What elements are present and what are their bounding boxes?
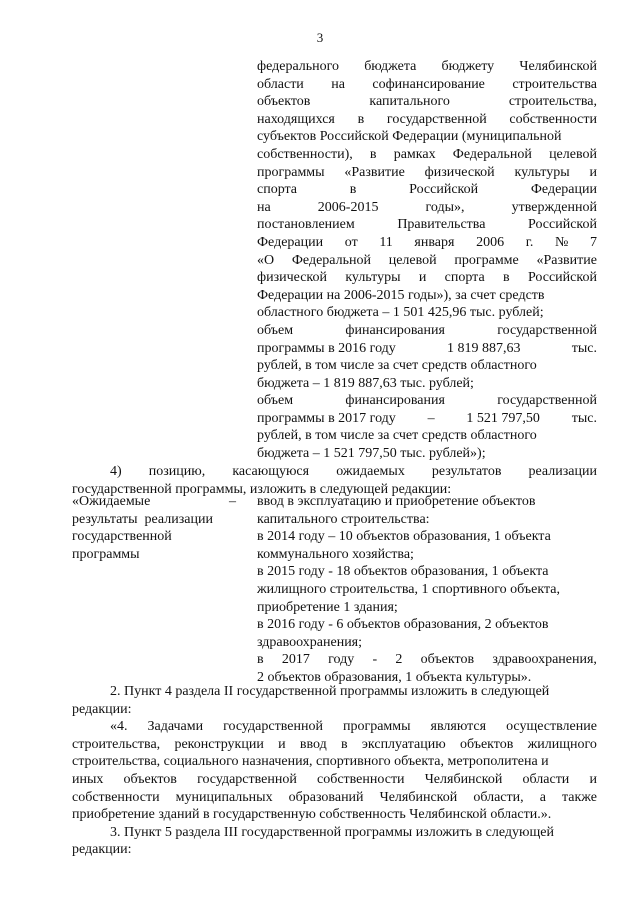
text-line — [257, 357, 597, 375]
text-line — [257, 146, 597, 164]
text-segment: году — [328, 652, 355, 668]
text-line — [72, 771, 597, 789]
text-line — [72, 753, 597, 771]
text-line — [257, 304, 597, 322]
text-line — [72, 718, 597, 736]
text-segment: 3. Пункт 5 раздела III государственной программы изложить в следующей — [110, 824, 554, 840]
section-paragraphs — [72, 683, 597, 859]
text-line — [257, 340, 597, 358]
text-segment: 1 819 887,63 — [447, 340, 521, 356]
text-segment: реализации — [528, 464, 597, 479]
text-line — [72, 683, 597, 701]
text-segment: строительства, — [508, 94, 597, 110]
text-segment: здравоохранения, — [492, 652, 597, 668]
text-segment: «Развитие — [344, 164, 405, 180]
text-segment: Федерации — [257, 234, 324, 250]
results-table-content — [257, 493, 597, 687]
text-segment: жилищного — [527, 736, 597, 752]
text-segment: бюджету — [441, 59, 495, 74]
text-segment: строительства — [512, 76, 597, 92]
text-segment: в — [357, 111, 365, 127]
text-segment: в 2015 году - 18 объектов образования, 1 объекта — [257, 564, 549, 580]
text-segment: эксплуатацию — [361, 736, 446, 752]
text-segment: иных — [72, 771, 104, 787]
text-line — [257, 375, 597, 393]
text-line — [257, 392, 597, 410]
text-segment: бюджета – 1 819 887,63 тыс. рублей; — [257, 375, 474, 391]
text-segment: № — [554, 234, 569, 250]
text-line — [257, 616, 597, 634]
text-segment: Федеральной — [452, 146, 532, 162]
text-segment: рублей, в том числе за счет средств областного — [257, 428, 537, 444]
text-segment: ожидаемых — [336, 464, 405, 479]
text-segment: - — [372, 652, 378, 668]
text-segment: в — [503, 270, 510, 286]
text-segment: строительства, — [72, 736, 161, 752]
text-segment: собственности), — [257, 146, 353, 162]
text-segment: объем — [257, 393, 294, 409]
text-segment: и — [278, 736, 286, 752]
text-segment: государственной — [386, 111, 487, 127]
text-segment: государственной — [72, 529, 172, 545]
text-segment: 4) — [110, 464, 122, 479]
text-segment: 1 521 797,50 — [466, 410, 540, 426]
text-line — [72, 463, 597, 481]
text-segment: жилищного строительства, 1 спортивного объекта, — [257, 581, 560, 597]
text-segment: Челябинской — [519, 59, 597, 74]
text-segment: финансирования — [345, 322, 445, 338]
text-segment: Задачами — [147, 719, 204, 735]
text-segment: ввод — [299, 736, 327, 752]
text-segment: находящихся — [257, 111, 335, 127]
text-segment: постановлением — [257, 217, 355, 233]
text-segment: и — [589, 771, 597, 787]
text-segment: редакции: — [72, 701, 132, 717]
text-segment: 11 — [379, 234, 393, 250]
text-segment: рублей, в том числе за счет средств областного — [257, 358, 537, 374]
text-segment: приобретение 1 здания; — [257, 599, 398, 615]
text-segment: 2 объектов образования, 1 объекта культуры». — [257, 669, 532, 685]
text-segment: образований — [288, 789, 364, 805]
text-segment: а — [539, 789, 546, 805]
text-line — [257, 199, 597, 217]
text-segment: Российской — [527, 270, 597, 286]
text-segment: касающуюся — [232, 464, 310, 479]
text-segment: собственности — [72, 789, 160, 805]
text-segment: приобретение зданий в государственную собственность Челябинской области.». — [72, 807, 552, 823]
text-segment: областного бюджета – 1 501 425,96 тыс. рублей; — [257, 305, 544, 321]
text-segment: в 2016 году - 6 объектов образования, 2 объектов — [257, 617, 549, 633]
text-segment: на — [331, 76, 345, 92]
text-segment: коммунального хозяйства; — [257, 546, 414, 562]
text-line — [257, 322, 597, 340]
text-segment: собственности — [316, 771, 405, 787]
text-segment: спорта — [444, 270, 485, 286]
text-segment: Челябинской — [379, 789, 458, 805]
text-segment: государственной программы, изложить в следующей редакции: — [72, 481, 452, 497]
table-dash: – — [229, 494, 236, 509]
text-segment: бюджета – 1 521 797,50 тыс. рублей»); — [257, 446, 486, 462]
text-segment: государственной — [223, 719, 323, 735]
text-segment: Российской — [528, 217, 597, 233]
text-segment: в — [369, 146, 377, 162]
text-segment: области — [522, 771, 570, 787]
text-segment: федерального — [257, 59, 340, 74]
text-segment: программы в 2017 году — [257, 410, 396, 426]
text-segment: программы — [342, 719, 411, 735]
text-segment: 2017 — [281, 652, 310, 668]
text-segment: от — [344, 234, 358, 250]
text-segment: субъектов Российской Федерации (муниципальной — [257, 129, 562, 145]
text-segment: программы в 2016 году — [257, 340, 396, 356]
text-line — [257, 181, 597, 199]
text-segment: государственной — [197, 771, 297, 787]
text-segment: области, — [473, 789, 524, 805]
text-line — [257, 269, 597, 287]
text-segment: «Ожидаемые — [72, 494, 151, 509]
text-segment: объектов — [257, 94, 311, 110]
text-segment: целевой — [549, 146, 597, 162]
text-line — [257, 58, 597, 76]
text-segment: Челябинской — [424, 771, 503, 787]
text-segment: годы», — [425, 199, 465, 215]
text-segment: 2. Пункт 4 раздела II государственной программы изложить в следующей — [110, 684, 550, 699]
text-line — [257, 111, 597, 129]
text-segment: «4. — [110, 719, 128, 735]
text-line — [72, 789, 597, 807]
text-segment: финансирования — [345, 393, 445, 409]
text-segment: объектов — [420, 652, 475, 668]
text-line — [257, 128, 597, 146]
text-segment: г. — [525, 234, 534, 250]
page-number: 3 — [316, 30, 324, 45]
text-line — [257, 563, 597, 581]
text-segment: Российской — [409, 182, 479, 198]
text-line — [257, 164, 597, 182]
text-segment: бюджета — [364, 59, 417, 74]
text-line — [72, 806, 597, 824]
text-line — [257, 234, 597, 252]
text-segment: осуществление — [506, 719, 597, 735]
text-line — [257, 581, 597, 599]
text-segment: капитального — [369, 94, 450, 110]
text-segment: физической — [424, 164, 495, 180]
text-segment: целевой — [388, 252, 437, 268]
text-line — [257, 93, 597, 111]
text-segment: культуры — [345, 270, 401, 286]
text-segment: – — [427, 410, 435, 426]
text-segment: «О — [257, 252, 275, 268]
text-segment: являются — [430, 719, 487, 735]
text-segment: физической — [257, 270, 327, 286]
text-segment: 2006-2015 — [317, 199, 379, 215]
text-segment: капитального строительства: — [257, 511, 430, 527]
text-segment: объектов — [459, 736, 514, 752]
text-segment: программе — [454, 252, 519, 268]
text-segment: Федерации на 2006-2015 годы»), за счет средств — [257, 287, 545, 303]
text-segment: реконструкции — [174, 736, 264, 752]
text-segment: результатов — [431, 464, 502, 479]
text-segment: собственности — [509, 111, 597, 127]
text-line — [257, 651, 597, 669]
text-segment: 2006 — [476, 234, 505, 250]
text-segment: в 2014 году – 10 объектов образования, 1 объекта — [257, 529, 551, 545]
text-segment: программы — [72, 546, 140, 562]
text-line — [257, 546, 597, 564]
text-segment: в — [257, 652, 264, 668]
text-segment: утвержденной — [511, 199, 597, 215]
text-segment: тыс. — [571, 410, 597, 426]
text-line — [257, 76, 597, 94]
text-segment: культуры — [514, 164, 570, 180]
text-segment: ввод в эксплуатацию и приобретение объектов — [257, 494, 536, 509]
text-line — [257, 493, 597, 511]
table-label-line — [72, 528, 257, 546]
text-segment: Федеральной — [291, 252, 371, 268]
text-line — [257, 287, 597, 305]
text-segment: в — [349, 182, 357, 198]
text-line — [257, 445, 597, 463]
text-segment: позицию, — [148, 464, 206, 479]
text-segment: строительства, социального назначения, спортивного объекта, метрополитена и — [72, 754, 549, 770]
text-segment: государственной — [497, 393, 597, 409]
text-segment: Федерации — [530, 182, 597, 198]
text-line — [257, 252, 597, 270]
text-line — [257, 511, 597, 529]
text-segment: муниципальных — [175, 789, 273, 805]
text-segment: января — [414, 234, 455, 250]
text-segment: области — [257, 76, 304, 92]
text-line — [257, 634, 597, 652]
text-line — [72, 824, 597, 842]
table-label-line — [72, 511, 257, 529]
text-line — [72, 841, 597, 859]
table-label-line — [72, 546, 257, 564]
text-segment: Правительства — [397, 217, 486, 233]
text-segment: «Развитие — [536, 252, 597, 268]
text-segment: в — [341, 736, 348, 752]
text-segment: и — [589, 164, 597, 180]
text-line — [72, 701, 597, 719]
text-segment: на — [257, 199, 271, 215]
text-segment: редакции: — [72, 842, 132, 858]
text-segment: 2 — [395, 652, 403, 668]
text-segment: объем — [257, 322, 294, 338]
text-segment: софинансирование — [372, 76, 485, 92]
text-line — [257, 427, 597, 445]
text-segment: результаты реализации — [72, 511, 213, 527]
text-segment: объектов — [123, 771, 177, 787]
text-segment: и — [418, 270, 427, 286]
text-segment: тыс. — [571, 340, 597, 356]
text-segment: 7 — [589, 234, 597, 250]
text-line — [257, 410, 597, 428]
text-segment: здравоохранения; — [257, 634, 363, 650]
text-segment: государственной — [497, 322, 597, 338]
text-segment: программы — [257, 164, 325, 180]
text-line — [72, 736, 597, 754]
text-segment: спорта — [257, 182, 298, 198]
text-line — [257, 528, 597, 546]
top-block-text — [257, 58, 597, 463]
text-line — [257, 216, 597, 234]
text-line — [257, 599, 597, 617]
text-segment: также — [561, 789, 597, 805]
text-segment: рамках — [393, 146, 436, 162]
